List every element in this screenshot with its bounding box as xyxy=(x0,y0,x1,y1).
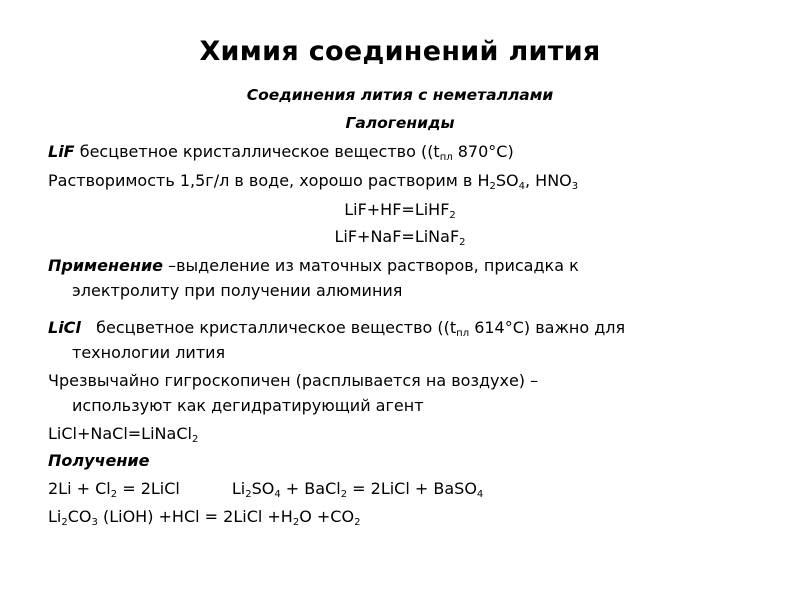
equation-5-mid: (LiOH) +HCl = 2LiCl +H xyxy=(97,507,293,526)
lif-line xyxy=(48,141,514,163)
licl-cont: технологии лития xyxy=(72,343,226,362)
section-heading: Галогениды xyxy=(345,114,455,132)
equation-4a-sub: 2 xyxy=(110,489,118,500)
hygro-cont: используют как дегидратирующий агент xyxy=(72,396,424,415)
equation-3 xyxy=(48,423,198,445)
licl-desc-end: 614°С) важно для xyxy=(469,318,626,337)
equation-4b-li: Li xyxy=(231,479,246,498)
equation-5-co: CO xyxy=(67,507,92,526)
application-label: Применение xyxy=(48,256,164,275)
equation-5 xyxy=(48,506,360,528)
production-label: Получение xyxy=(48,451,150,470)
equation-4b-sub-3: 2 xyxy=(340,489,348,500)
licl-desc: бесцветное кристаллическое вещество ((t xyxy=(80,318,457,337)
equation-2 xyxy=(0,226,800,248)
solubility-text: Растворимость 1,5г/л в воде, хорошо растворим в H xyxy=(48,171,490,190)
equation-5-li: Li xyxy=(48,507,62,526)
lif-desc-end: 870°С) xyxy=(452,142,514,161)
application-cont: электролиту при получении алюминия xyxy=(72,281,403,300)
equation-5-sub-4: 2 xyxy=(354,517,361,528)
equation-5-end: O +CO xyxy=(299,507,355,526)
equation-4b-so: SO xyxy=(251,479,275,498)
equation-4b-end: = 2LiCl + BaSO xyxy=(347,479,477,498)
licl-line xyxy=(48,317,625,339)
equation-5-sub-2: 3 xyxy=(91,517,98,528)
equation-1 xyxy=(0,199,800,221)
solubility-line xyxy=(48,170,578,192)
licl-name: LiCl xyxy=(48,318,81,337)
equation-1-sub: 2 xyxy=(449,210,456,221)
lif-desc-sub: пл xyxy=(439,152,453,163)
solubility-sub-1: 2 xyxy=(489,181,496,192)
equation-1-text: LiF+HF=LiHF xyxy=(344,200,450,219)
equation-2-text: LiF+NaF=LiNaF xyxy=(334,227,460,246)
equation-4b-bacl: + BaCl xyxy=(280,479,341,498)
lif-desc: бесцветное кристаллическое вещество ((t xyxy=(74,142,440,161)
equation-4a-text: 2Li + Cl xyxy=(48,479,111,498)
equation-4b-sub-4: 4 xyxy=(476,489,484,500)
solubility-sub-2: 4 xyxy=(518,181,525,192)
equation-4b-sub-2: 4 xyxy=(274,489,281,500)
solubility-sub-3: 3 xyxy=(571,181,579,192)
equation-4b-sub-1: 2 xyxy=(245,489,252,500)
application-text: –выделение из маточных растворов, присадка к xyxy=(163,256,579,275)
equation-5-sub-3: 2 xyxy=(292,517,300,528)
lif-name: LiF xyxy=(48,142,75,161)
equation-5-sub-1: 2 xyxy=(61,517,68,528)
equation-4 xyxy=(48,478,483,500)
solubility-hno: , HNO xyxy=(524,171,572,190)
application-line xyxy=(48,255,579,277)
equation-4a-end: = 2LiCl xyxy=(117,479,180,498)
equation-3-sub: 2 xyxy=(191,434,199,445)
hygro-line: Чрезвычайно гигроскопичен (расплывается на воздухе) – xyxy=(48,371,539,390)
solubility-so: SO xyxy=(495,171,519,190)
equation-3-text: LiCl+NaCl=LiNaCl xyxy=(48,424,192,443)
slide-subtitle: Соединения лития с неметаллами xyxy=(246,86,554,104)
equation-2-sub: 2 xyxy=(459,237,466,248)
licl-desc-sub: пл xyxy=(456,328,470,339)
slide-title: Химия соединений лития xyxy=(199,36,601,67)
